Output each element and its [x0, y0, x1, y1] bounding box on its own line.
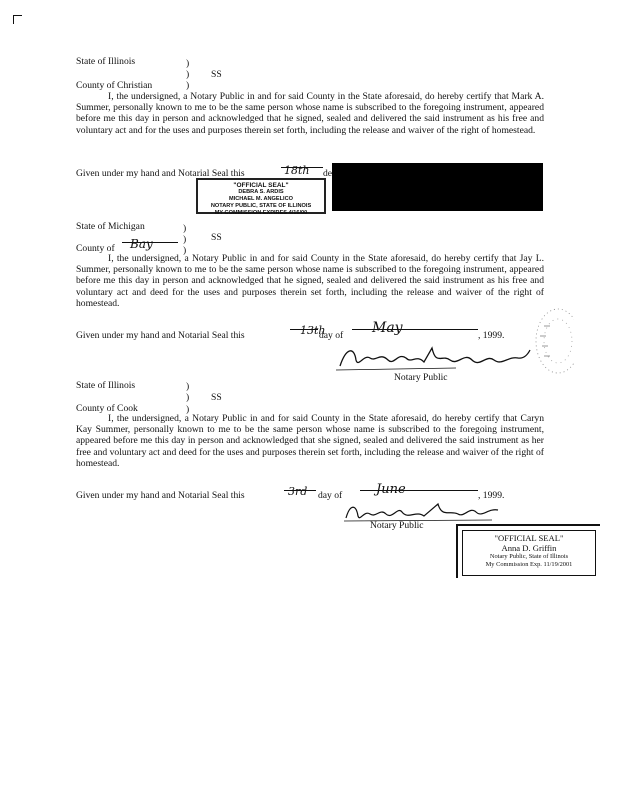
day-of-3: day of	[318, 490, 343, 501]
certification-paragraph-2	[76, 253, 544, 309]
paren: )	[183, 245, 187, 256]
month-underline	[352, 329, 478, 330]
seal-line: MY COMMISSION EXPIRES 4/16/00	[214, 210, 308, 216]
state-illinois-2: State of Illinois	[76, 380, 136, 391]
state-illinois-1: State of Illinois	[76, 56, 136, 67]
state-michigan: State of Michigan	[76, 221, 145, 232]
month-underline	[360, 490, 478, 491]
seal-title: "OFFICIAL SEAL"	[494, 533, 564, 543]
paren: )	[186, 381, 190, 392]
day-of-2: day of	[319, 330, 344, 341]
notary-public-label-2: Notary Public	[370, 520, 424, 531]
county-prefix: County of	[76, 243, 115, 254]
seal-line: MICHAEL M. ANGELICO	[228, 196, 294, 202]
paren: )	[186, 80, 190, 91]
given-line-2: Given under my hand and Notarial Seal this	[76, 330, 245, 341]
county-underline	[122, 242, 178, 243]
seal-line: DEBRA S. ARDIS	[238, 189, 284, 195]
seal-line: Notary Public, State of Illinois	[489, 553, 569, 560]
seal-border-shadow	[456, 524, 458, 578]
year-2: , 1999.	[478, 330, 505, 341]
ss-label: SS	[211, 232, 222, 243]
day-underline	[284, 490, 316, 491]
paren: )	[183, 234, 187, 245]
given-line-1: Given under my hand and Notarial Seal this	[76, 168, 245, 179]
handwritten-county-bay: Bay	[130, 237, 153, 251]
corner-mark	[13, 15, 22, 24]
seal-line: NOTARY PUBLIC, STATE OF ILLINOIS	[210, 203, 312, 209]
notary-public-label-1: Notary Public	[394, 372, 448, 383]
ss-label: SS	[211, 69, 222, 80]
handwritten-day-2: 13th	[300, 324, 326, 337]
official-seal-stamp-1	[196, 178, 326, 214]
day-underline	[290, 329, 318, 330]
certification-text: I, the undersigned, a Notary Public in and for said County in the State aforesaid, do hereby certify that Jay L. Summer, personally known to me to be the same person whose name is subscribed to the foregoing instrument, appeared before me this day in person and acknowledged that he signed, sealed and delivered the said instrument as his free and voluntary act and deed for the uses and purposes therein set forth, including the release and waiver of the right of homestead.	[76, 253, 544, 309]
certification-paragraph-3	[76, 413, 544, 469]
day-suffix-1: de	[323, 168, 333, 179]
certification-paragraph-1	[76, 91, 544, 136]
official-seal-stamp-2	[462, 530, 596, 576]
paren: )	[186, 392, 190, 403]
county-cook: County of Cook	[76, 403, 138, 414]
seal-notary-name: Anna D. Griffin	[501, 542, 557, 553]
notary-signature-1	[336, 340, 532, 374]
paren: )	[183, 223, 187, 234]
ss-label: SS	[211, 392, 222, 403]
handwritten-day-1: 18th	[284, 164, 310, 177]
paren: )	[186, 69, 190, 80]
handwritten-month-3: June	[376, 482, 406, 497]
county-christian: County of Christian	[76, 80, 153, 91]
redaction-box	[332, 163, 543, 211]
certification-text: I, the undersigned, a Notary Public in and for said County in the State aforesaid, do hereby certify that Caryn Kay Summer, personally known to me to be the same person whose name is subscribed to the foregoing instrument, appeared before me this day in person and acknowledged that she signed, sealed and delivered the said instrument as her free and voluntary act and deed for the uses and purposes therein set forth, including the release and waiver of the right of homestead.	[76, 413, 544, 469]
seal-border-shadow	[456, 524, 600, 526]
seal-line: My Commission Exp. 11/19/2001	[485, 560, 573, 568]
handwritten-day-3: 3rd	[288, 485, 308, 498]
paren: )	[186, 404, 190, 415]
handwritten-month-2: May	[372, 320, 403, 336]
paren: )	[186, 58, 190, 69]
year-3: , 1999.	[478, 490, 505, 501]
given-line-3: Given under my hand and Notarial Seal this	[76, 490, 245, 501]
day-underline	[281, 167, 323, 168]
seal-title: "OFFICIAL SEAL"	[233, 182, 289, 189]
embossed-seal-mark	[530, 306, 574, 376]
certification-text: I, the undersigned, a Notary Public in and for said County in the State aforesaid, do hereby certify that Mark A. Summer, personally known to me to be the same person whose name is subscribed to the foregoing instrument, appeared before me this day in person and acknowledged that he signed, sealed and delivered the said instrument as his free and voluntary act and for the uses and purposes therein set forth, including the release and waiver of the right of homestead.	[76, 91, 544, 136]
